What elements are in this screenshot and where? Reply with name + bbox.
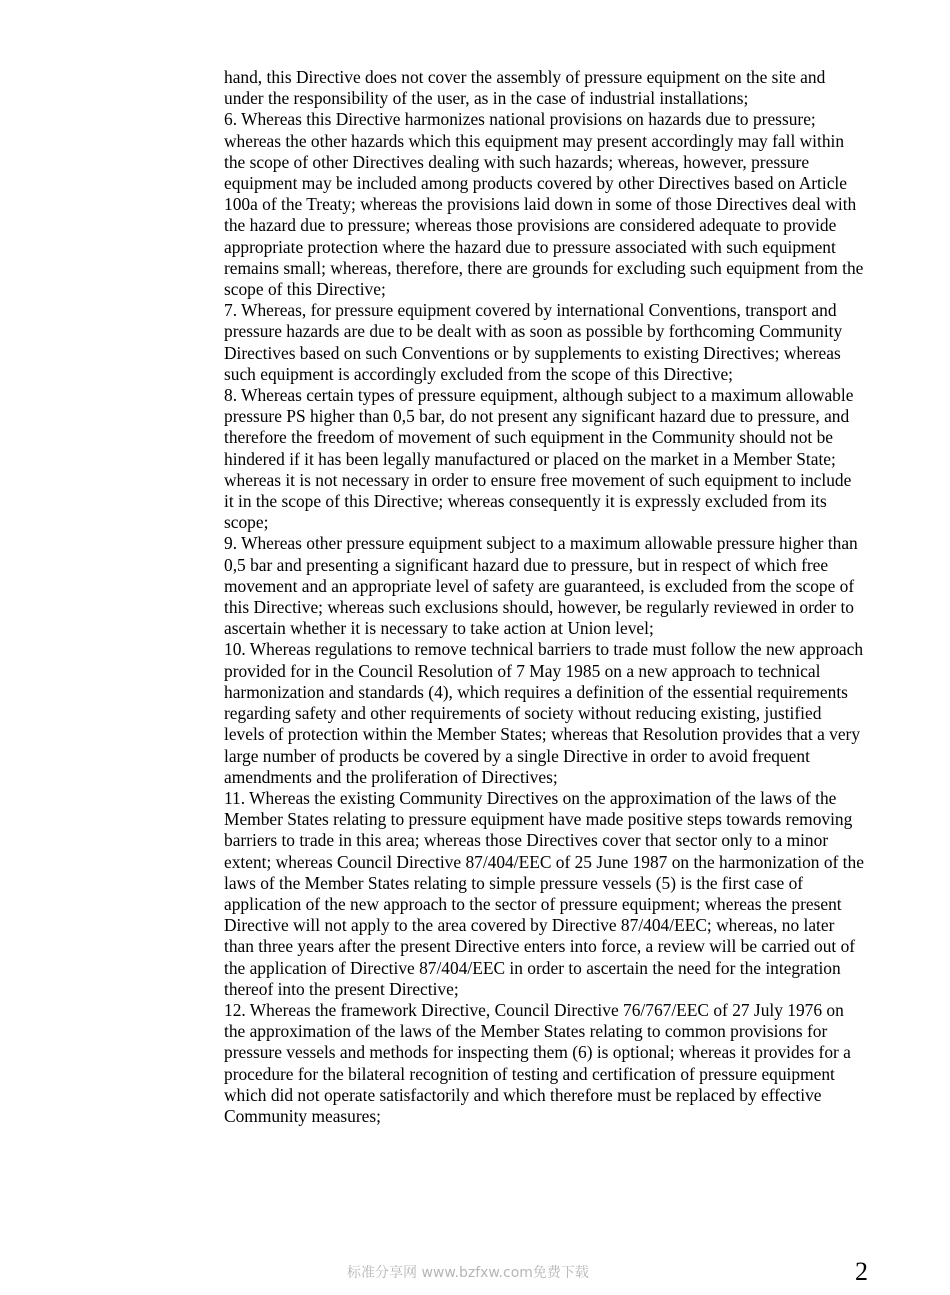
paragraph-continuation: hand, this Directive does not cover the assembly of pressure equipment on the site and under the responsibility of the user, as in the case of industrial installations; (224, 67, 826, 109)
paragraph-recital-7: 7. Whereas, for pressure equipment covered by international Conventions, transport and pressure hazards are due to be dealt with as soon as possible by forthcoming Community Directives based on such Conventions or by supplements to existing Directives; whereas such equipment is accordingly excluded from the scope of this Directive; (224, 300, 843, 384)
paragraph-recital-8: 8. Whereas certain types of pressure equipment, although subject to a maximum allowable pressure PS higher than 0,5 bar, do not present any significant hazard due to pressure, and therefore the freedom of movement of such equipment in the Community should not be hindered if it has been legally manufactured or placed on the market in a Member State; whereas it is not necessary in order to ensure free movement of such equipment to include it in the scope of this Directive; whereas consequently it is expressly excluded from its scope; (224, 385, 854, 533)
paragraph-recital-12: 12. Whereas the framework Directive, Council Directive 76/767/EEC of 27 July 1976 on the approximation of the laws of the Member States relating to common provisions for pressure vessels and methods for inspecting them (6) is optional; whereas it provides for a procedure for the bilateral recognition of testing and certification of pressure equipment which did not operate satisfactorily and which therefore must be replaced by effective Community measures; (224, 999, 851, 1126)
paragraph-recital-9: 9. Whereas other pressure equipment subject to a maximum allowable pressure higher than 0,5 bar and presenting a significant hazard due to pressure, but in respect of which free movement and an appropriate level of safety are guaranteed, is excluded from the scope of this Directive; whereas such exclusions should, however, be regularly reviewed in order to ascertain whether it is necessary to take action at Union level; (224, 533, 858, 639)
document-body (224, 67, 864, 1127)
page-number: 2 (855, 1257, 868, 1286)
paragraph-recital-10: 10. Whereas regulations to remove technical barriers to trade must follow the new approach provided for in the Council Resolution of 7 May 1985 on a new approach to technical harmonization and standards (4), which requires a definition of the essential requirements regarding safety and other requirements of society without reducing existing, justified levels of protection within the Member States; whereas that Resolution provides that a very large number of products be covered by a single Directive in order to avoid frequent amendments and the proliferation of Directives; (224, 639, 864, 787)
paragraph-recital-11: 11. Whereas the existing Community Directives on the approximation of the laws of the Member States relating to pressure equipment have made positive steps towards removing barriers to trade in this area; whereas those Directives cover that sector only to a minor extent; whereas Council Directive 87/404/EEC of 25 June 1987 on the harmonization of the laws of the Member States relating to simple pressure vessels (5) is the first case of application of the new approach to the sector of pressure equipment; whereas the present Directive will not apply to the area covered by Directive 87/404/EEC; whereas, no later than three years after the present Directive enters into force, a review will be carried out of the application of Directive 87/404/EEC in order to ascertain the need for the integration thereof into the present Directive; (224, 787, 864, 999)
paragraph-recital-6: 6. Whereas this Directive harmonizes national provisions on hazards due to pressure; whereas the other hazards which this equipment may present accordingly may fall within the scope of other Directives dealing with such hazards; whereas, however, pressure equipment may be included among products covered by other Directives based on Article 100a of the Treaty; whereas the provisions laid down in some of those Directives deal with the hazard due to pressure; whereas those provisions are considered adequate to provide appropriate protection where the hazard due to pressure associated with such equipment remains small; whereas, therefore, there are grounds for excluding such equipment from the scope of this Directive; (224, 109, 864, 300)
footer-watermark: 标准分享网 www.bzfxw.com免费下载 (347, 1265, 589, 1281)
